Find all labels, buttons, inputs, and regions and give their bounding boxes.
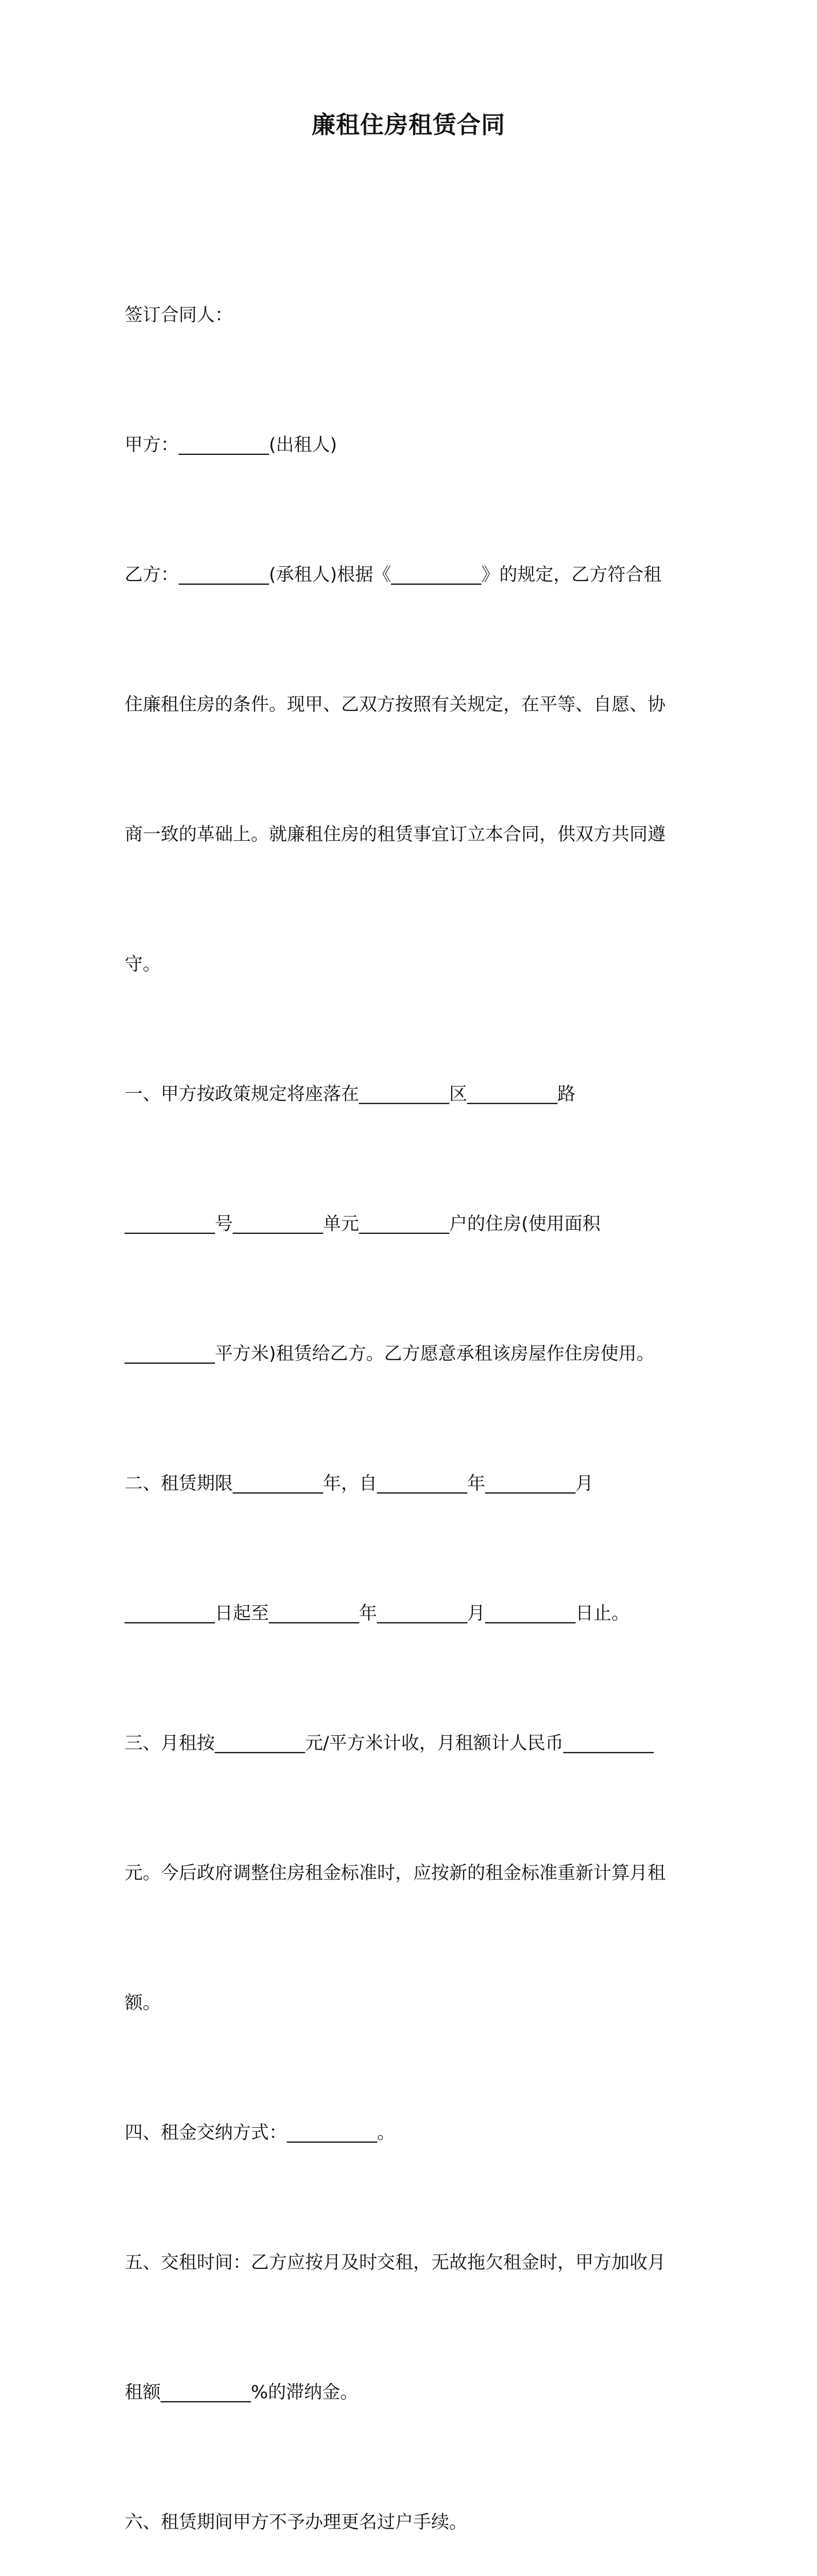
text-line: 一、甲方按政策规定将座落在__________区__________路 [125,1084,576,1105]
text-line: 元。今后政府调整住房租金标准时，应按新的租金标准重新计算月租 [125,1863,666,1884]
text-line: 签订合同人： [125,305,233,326]
text-line: 五、交租时间：乙方应按月及时交租，无故拖欠租金时，甲方加收月 [125,2252,666,2273]
text-line: 乙方：__________(承租人)根据《__________》的规定，乙方符合租 [125,565,662,585]
text-line: __________日起至__________年__________月__________日止。 [125,1603,630,1624]
document-title: 廉租住房租赁合同 [312,111,505,139]
text-line: __________号__________单元__________户的住房(使用面积 [125,1214,601,1234]
text-line: __________平方米)租赁给乙方。乙方愿意承租该房屋作住房使用。 [125,1344,655,1364]
text-line: 三、月租按__________元/平方米计收，月租额计人民币__________ [125,1733,654,1754]
document-body [125,207,696,2576]
text-line: 租额__________%的滞纳金。 [125,2382,359,2403]
text-line: 商一致的革础上。就廉租住房的租赁事宜订立本合同，供双方共同遵 [125,824,666,845]
text-line: 甲方：__________(出租人) [125,435,337,455]
text-line: 四、租金交纳方式：__________。 [125,2123,396,2143]
text-line: 额。 [125,1993,161,2013]
text-line: 二、租赁期限__________年，自__________年__________月 [125,1473,594,1494]
text-line: 守。 [125,954,161,975]
text-line: 住廉租住房的条件。现甲、乙双方按照有关规定，在平等、自愿、协 [125,694,666,715]
text-line: 六、租赁期间甲方不予办理更名过户手续。 [125,2512,468,2533]
